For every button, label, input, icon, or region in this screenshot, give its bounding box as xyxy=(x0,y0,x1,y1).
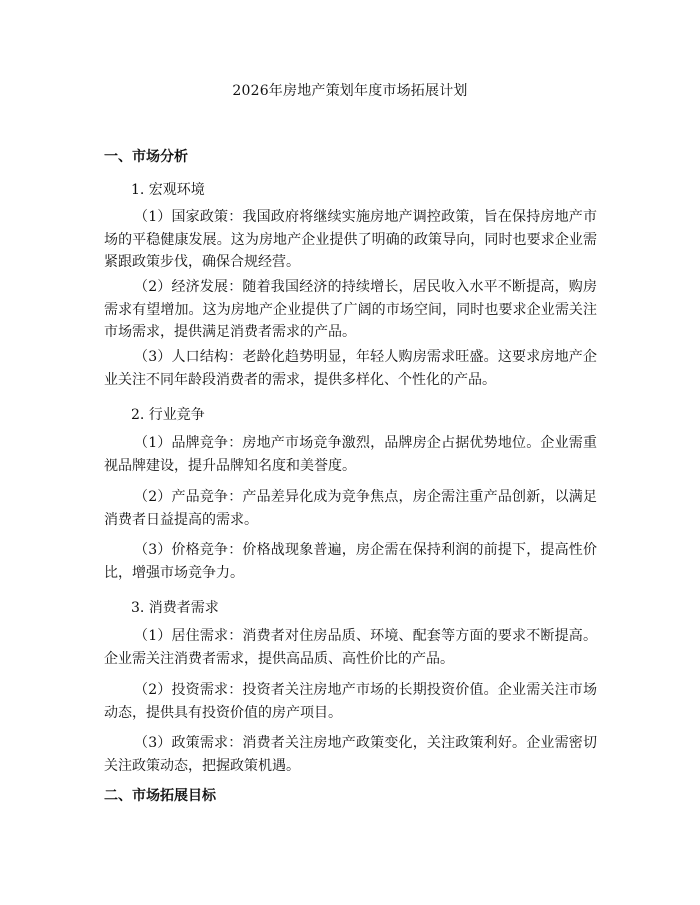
section-heading-expansion-goals: 二、市场拓展目标 xyxy=(104,788,216,804)
paragraph-living: （1）居住需求：消费者对住房品质、环境、配套等方面的要求不断提高。企业需关注消费者需求，提供高品质、高性价比的产品。 xyxy=(104,628,597,667)
document-title: 2026年房地产策划年度市场拓展计划 xyxy=(232,83,468,99)
subsection-heading-consumer: 3. 消费者需求 xyxy=(131,600,219,616)
paragraph-policy-demand: （3）政策需求：消费者关注房地产政策变化，关注政策利好。企业需密切关注政策动态，把握政策机遇。 xyxy=(104,735,597,774)
section-heading-market-analysis: 一、市场分析 xyxy=(104,149,188,165)
paragraph-product: （2）产品竞争：产品差异化成为竞争焦点，房企需注重产品创新，以满足消费者日益提高的需求。 xyxy=(104,489,597,528)
subsection-heading-macro: 1. 宏观环境 xyxy=(131,182,205,198)
paragraph-investment: （2）投资需求：投资者关注房地产市场的长期投资价值。企业需关注市场动态，提供具有投资价值的房产项目。 xyxy=(104,682,597,721)
paragraph-economy: （2）经济发展：随着我国经济的持续增长，居民收入水平不断提高，购房需求有望增加。这为房地产企业提供了广阔的市场空间，同时也要求企业需关注市场需求，提供满足消费者需求的产品。 xyxy=(104,279,597,340)
paragraph-population: （3）人口结构：老龄化趋势明显，年轻人购房需求旺盛。这要求房地产企业关注不同年龄段消费者的需求，提供多样化、个性化的产品。 xyxy=(104,349,597,388)
paragraph-policy: （1）国家政策：我国政府将继续实施房地产调控政策，旨在保持房地产市场的平稳健康发展。这为房地产企业提供了明确的政策导向，同时也要求企业需紧跟政策步伐，确保合规经营。 xyxy=(104,209,597,270)
paragraph-price: （3）价格竞争：价格战现象普遍，房企需在保持利润的前提下，提高性价比，增强市场竞争力。 xyxy=(104,542,597,581)
subsection-heading-competition: 2. 行业竞争 xyxy=(131,407,205,423)
paragraph-brand: （1）品牌竞争：房地产市场竞争激烈，品牌房企占据优势地位。企业需重视品牌建设，提升品牌知名度和美誉度。 xyxy=(104,435,597,474)
